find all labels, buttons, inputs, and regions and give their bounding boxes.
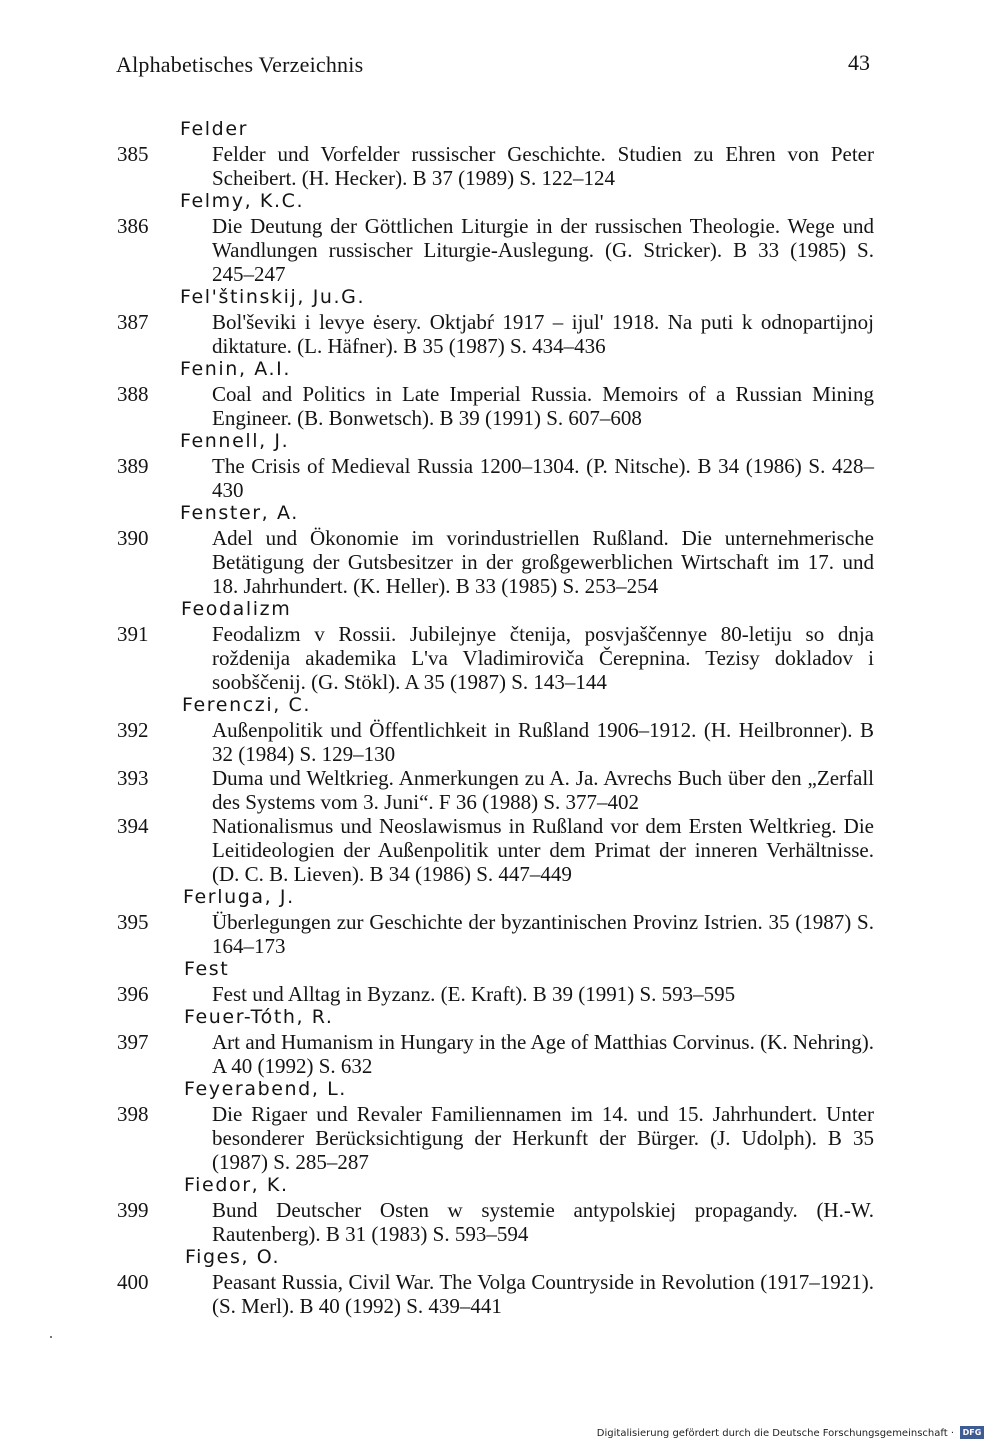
entry-text: Duma und Weltkrieg. Anmerkungen zu A. Ja. Avrechs Buch über den „Zerfall des Systems vom 3. Juni“. F 36 (1988) S. 377–402 bbox=[212, 766, 874, 814]
index-entry bbox=[0, 142, 1000, 190]
entry-number: 395 bbox=[117, 910, 149, 934]
entry-text: Bund Deutscher Osten w systemie antypolskiej propagandy. (H.-W. Rautenberg). B 31 (1983) S. 593–594 bbox=[212, 1198, 874, 1246]
author-heading: Fest bbox=[184, 958, 230, 980]
author-heading: Felmy, K.C. bbox=[180, 190, 305, 212]
entry-text: Coal and Politics in Late Imperial Russia. Memoirs of a Russian Mining Engineer. (B. Bonwetsch). B 39 (1991) S. 607–608 bbox=[212, 382, 874, 430]
author-heading: Fenin, A.I. bbox=[180, 358, 291, 380]
index-entry bbox=[0, 1198, 1000, 1246]
entry-number: 387 bbox=[117, 310, 149, 334]
entry-text: Fest und Alltag in Byzanz. (E. Kraft). B 39 (1991) S. 593–595 bbox=[212, 982, 736, 1006]
index-entry bbox=[0, 454, 1000, 502]
index-entry bbox=[0, 382, 1000, 430]
index-entry bbox=[0, 982, 1000, 1006]
entry-text: Felder und Vorfelder russischer Geschichte. Studien zu Ehren von Peter Scheibert. (H. Hecker). B 37 (1989) S. 122–124 bbox=[212, 142, 874, 190]
entry-number: 391 bbox=[117, 622, 149, 646]
index-entry bbox=[0, 1270, 1000, 1318]
page-number: 43 bbox=[848, 50, 870, 75]
index-entry bbox=[0, 766, 1000, 814]
author-heading: Fennell, J. bbox=[180, 430, 290, 452]
entry-text: Überlegungen zur Geschichte der byzantinischen Provinz Istrien. 35 (1987) S. 164–173 bbox=[212, 910, 874, 958]
index-entry bbox=[0, 622, 1000, 694]
entry-number: 385 bbox=[117, 142, 149, 166]
entry-text: Adel und Ökonomie im vorindustriellen Rußland. Die unternehmerische Betätigung der Gutsbesitzer in der großgewerblichen Wirtschaft im 17. und 18. Jahrhundert. (K. Heller). B 33 (1985) S. 253–254 bbox=[212, 526, 874, 598]
index-entry bbox=[0, 718, 1000, 766]
entry-number: 397 bbox=[117, 1030, 149, 1054]
entry-text: Außenpolitik und Öffentlichkeit in Rußland 1906–1912. (H. Heilbronner). B 32 (1984) S. 129–130 bbox=[212, 718, 874, 766]
entry-text: Die Deutung der Göttlichen Liturgie in der russischen Theologie. Wege und Wandlungen russischer Liturgie-Auslegung. (G. Stricker). B 33 (1985) S. 245–247 bbox=[212, 214, 874, 286]
author-heading: Fenster, A. bbox=[180, 502, 299, 524]
entry-number: 396 bbox=[117, 982, 149, 1006]
author-heading: Ferluga, J. bbox=[183, 886, 295, 908]
entry-number: 399 bbox=[117, 1198, 149, 1222]
entry-number: 388 bbox=[117, 382, 149, 406]
dfg-logo: DFG bbox=[960, 1426, 984, 1439]
entry-number: 389 bbox=[117, 454, 149, 478]
author-heading: Ferenczi, C. bbox=[182, 694, 311, 716]
index-entry bbox=[0, 310, 1000, 358]
entry-text: Bol'ševiki i levye ėsery. Oktjabŕ 1917 – ijul' 1918. Na puti k odnopartijnoj diktature. (L. Häfner). B 35 (1987) S. 434–436 bbox=[212, 310, 874, 358]
entry-text: Feodalizm v Rossii. Jubilejnye čtenija, posvjaščennye 80-letiju so dnja roždenija akademika L'va Vladimiroviča Čerepnina. Tezisy dokladov i soobščenij. (G. Stökl). A 35 (1987) S. 143–144 bbox=[212, 622, 874, 694]
entry-text: Peasant Russia, Civil War. The Volga Countryside in Revolution (1917–1921). (S. Merl). B 40 (1992) S. 439–441 bbox=[212, 1270, 874, 1318]
index-entry bbox=[0, 1030, 1000, 1078]
author-heading: Fel'štinskij, Ju.G. bbox=[180, 286, 366, 308]
entry-number: 400 bbox=[117, 1270, 149, 1294]
index-entry bbox=[0, 814, 1000, 886]
index-entry bbox=[0, 1102, 1000, 1174]
author-heading: Feodalizm bbox=[181, 598, 292, 620]
entry-number: 390 bbox=[117, 526, 149, 550]
entry-number: 392 bbox=[117, 718, 149, 742]
author-heading: Feuer-Tóth, R. bbox=[184, 1006, 334, 1028]
entry-text: Nationalismus und Neoslawismus in Rußland vor dem Ersten Weltkrieg. Die Leitideologien der Außenpolitik unter dem Primat der inneren Verhältnisse. (D. C. B. Lieven). B 34 (1986) S. 447–449 bbox=[212, 814, 874, 886]
entry-text: Die Rigaer und Revaler Familiennamen im 14. und 15. Jahrhundert. Unter besonderer Berücksichtigung der Herkunft der Bürger. (J. Udolph). B 35 (1987) S. 285–287 bbox=[212, 1102, 874, 1174]
index-entry bbox=[0, 214, 1000, 286]
scan-speck bbox=[50, 1336, 52, 1338]
author-heading: Figes, O. bbox=[185, 1246, 281, 1268]
digitization-credit: Digitalisierung gefördert durch die Deutsche Forschungsgemeinschaft · bbox=[596, 1428, 954, 1439]
author-heading: Fiedor, K. bbox=[184, 1174, 289, 1196]
entry-number: 398 bbox=[117, 1102, 149, 1126]
author-heading: Feyerabend, L. bbox=[184, 1078, 347, 1100]
author-heading: Felder bbox=[180, 118, 249, 140]
entry-text: Art and Humanism in Hungary in the Age of Matthias Corvinus. (K. Nehring). A 40 (1992) S. 632 bbox=[212, 1030, 874, 1078]
index-list bbox=[0, 118, 1000, 1318]
entry-number: 393 bbox=[117, 766, 149, 790]
entry-number: 394 bbox=[117, 814, 149, 838]
index-entry bbox=[0, 910, 1000, 958]
running-header-title: Alphabetisches Verzeichnis bbox=[116, 52, 364, 77]
entry-number: 386 bbox=[117, 214, 149, 238]
entry-text: The Crisis of Medieval Russia 1200–1304. (P. Nitsche). B 34 (1986) S. 428–430 bbox=[212, 454, 874, 502]
index-entry bbox=[0, 526, 1000, 598]
